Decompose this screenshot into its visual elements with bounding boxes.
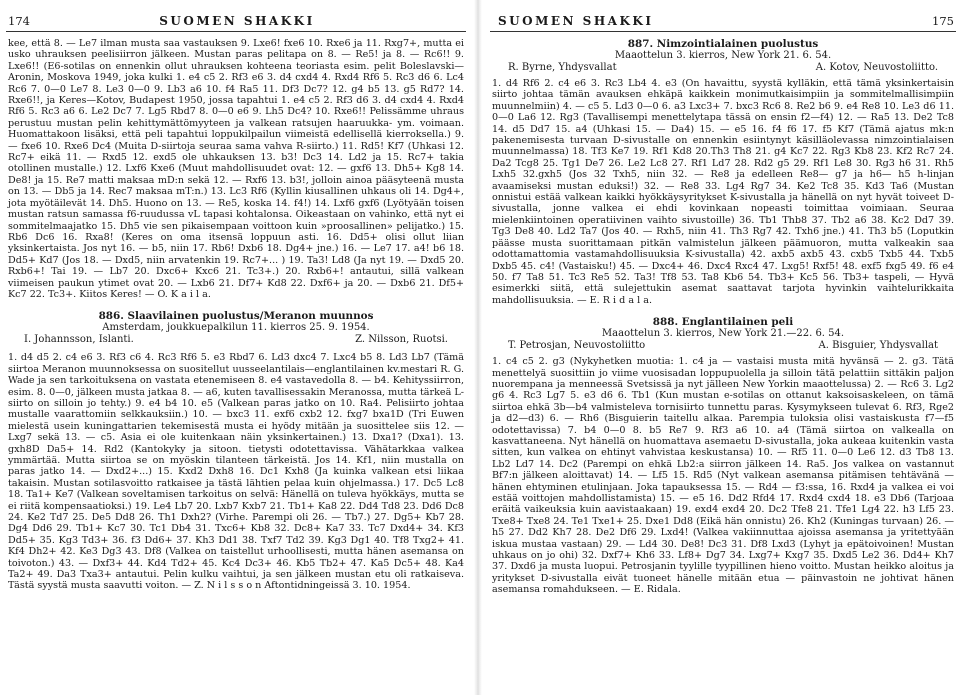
- right-running-head: [490, 14, 956, 32]
- game-888-text: 1. c4 c5 2. g3 (Nykyhetken muotia: 1. c4 ja — vastaisi musta mitä hyvänsä — 2. g3. Tätä menettelyä suosittiin jo viime vuosisadan loppupuolella ja silloin tätä pelattiin sittäkin paljon nuorempana ja menneessä Svetsissä ja nyt jälleen New Yorkin maaottelussa) 2. — Rc6 3. Lg2 g6 4. Rc3 Lg7 5. e3 d6 6. Tb1 (Kun mustan e-sotilas on ottanut kaksoisaskeleen, on tämä siirtoa ehkä 3b—b4 valmisteleva tornisiirto tunnettu paras. Kysymykseen tulevat 6. Rf3, Rge2 ja d2—d3) 6. — Rh6 (Bisguierin taitellu alkaa. Parempia tuloksia olisi vastaiskusta f7—f5 odotettavissa) 7. b4 0—0 8. b5 Re7 9. Rf3 a6 10. a4 (Tämä siirtoa on valkealla on kasvattaneena. Nyt hänellä on huomattava asemaetu D-sivustalla, joka aukeaa kuitenkin vasta sitten, kun valkea on ehtinyt vahvistaa keskustansa) 10. — Rf5 11. 0—0 Le6 12. d3 Tb8 13. Lb2 Ld7 14. Dc2 (Parempi on ehkä Lb2:a siirron jälkeen 14. Ra5. Jos valkea on vastannut Bf7:n jälkeen aloittavat) 14. — Lf5 15. Rd5 (Nyt valkean asemansa pitämisen tehtävänä — hänen ehtyminen etulinjaan. Joka tapauksessa 15. — Rd4 — f3:ssa, 16. Rxd4 ja valkea ei voi estää voittojen mahdollistamista) 15. — e5 16. Dd2 Rfd4 17. Rxd4 cxd4 18. e3 Db6 (Tarjoaa eräitä vaikeuksia kuin aavistaakaan) 19. exd4 exd4 20. Dc2 Tfe8 21. Tfe1 Lg4 22. h3 Lf5 23. Txe8+ Txe8 24. Te1 Txe1+ 25. Dxe1 Dd8 (Eikä hän onnistu) 26. Kh2 (Kuningas turvaan) 26. — h5 27. Dd2 Kh7 28. De2 Df6 29. Lxd4! (Valkea vakiinnuttaa ajoissa asemansa ja yritettyään iskua mustaa vastaan) 29. — Ld4 30. De8! Dc3 31. Df8 Lxd3 (Lyhyt ja epätoivoinen! Mustan uhkaus on jo ohi) 32. Dxf7+ Kh6 33. Lf8+ Dg7 34. Lxg7+ Kxg7 35. Dxd5 Le2 36. Dd4+ Kh7 37. Dxd6 ja musta luopui. Petrosjanin tyylille tyypillinen hieno voitto. Mustan heikko aloitus ja yritykset D-sivustalla eivät tuoneet hänelle mitään etua — päinvastoin ne johtivat hänen asemansa romahdukseen. — E. Ridala.: [492, 356, 954, 596]
- game-888-title: [490, 316, 956, 328]
- game-888-event: Maaottelun 3. kierros, New York 21.—22. 6. 54.: [601, 328, 845, 340]
- game-887-title: [490, 38, 956, 50]
- right-running-title: SUOMEN SHAKKI: [498, 14, 654, 28]
- game-886-text: 1. d4 d5 2. c4 e6 3. Rf3 c6 4. Rc3 Rf6 5. e3 Rbd7 6. Ld3 dxc4 7. Lxc4 b5 8. Ld3 Lb7 (Tämä siirtoa Meranon muunnoksessa on suositellut uusseelantilais—englantilainen kv.mestari R. G. Wade ja sen tarkoituksena on vastata etenemiseen 8. e4 vastavedolla 8. — b4. Kehityssiirron, esim. 8. 0—0, jälkeen musta jatkaa 8. — a6, kuten tavallisessakin Meranossa, mutta tärkeä L-siirto on silloin jo tehty.) 9. e4 b4 10. e5 (Valkean paras jatko on 10. Ra4. Pelisiirto johtaa mustalle vaarattomiin selkkauksiin.) 10. — bxc3 11. exf6 cxb2 12. fxg7 bxa1D (Tri Euwen mielestä usein kuningattarien tekemisestä musta ei hyödy mitään ja suosittelee siis 12. — Lxg7 sekä 13. — c5. Asia ei ole kuitenkaan näin yksinkertainen.) 13. Dxa1? (Dxa1). 13. gxh8D Da5+ 14. Rd2 (Kantokyky ja sitoon. tietysti odotettavissa. Vähätarkkaa valkea ymmärtää. Mutta siirtoa se on myöskin tilanteen tärkeistä. Jos 14. Kf1, niin mustalla on paras jatko 14. — Dxd2+...) 15. Kxd2 Dxh8 16. Dc1 Kxh8 (Ja kuinka valkean etsi liikaa takaisin. Mustan sotilasvoitto ratkaisee ja tästä lähtien pelaa kuin ohjelmassa.) 17. Dc5 Lc8 18. Ta1+ Ke7 (Valkean soveltamisen tarkoitus on selvä: Hänellä on tuleva hyökkäys, mutta se ei riitä kompensaatioksi.) 19. Le4 Lb7 20. Lxb7 Kxb7 21. Tb1+ Ka8 22. Dd4 Td8 23. Dd6 Dc8 24. Ke2 Td7 25. De5 Dd8 26. Th1 Dxh2? (Virhe. Parempi oli 26. — Tb7.) 27. Dg5+ Kb7 28. Dg4 Dd6 29. Tb1+ Kc7 30. Tc1 Db4 31. Txc6+ Kb8 32. Dc8+ Ka7 33. Tc7 Dxd4+ 34. Kf3 Dd5+ 35. Kg3 Td3+ 36. f3 Dd6+ 37. Kh3 Dd1 38. Txf7 Td2 39. Kg3 Dg1 40. Tf8 Txg2+ 41. Kf4 Dh2+ 42. Ke3 Dg3 43. Df8 (Valkea on taistellut urhoollisesti, mutta hänen asemansa on toivoton.) 43. — Dxf3+ 44. Kd4 Td2+ 45. Kc4 Dc3+ 46. Kb5 Tb2+ 47. Ka5 Dc5+ 48. Ka4 Ta2+ 49. Da3 Txa3+ antautui. Pelin kulku vaihtui, ja sen jälkeen mustan etu oli ratkaiseva. Tästä syystä musta saavutti voiton. — Z. N i l s s o n Aftontidningeissä 3. 10. 1954.: [8, 352, 464, 592]
- left-page: [0, 0, 470, 695]
- page-gutter: [474, 0, 482, 695]
- game-888-white-player: T. Petrosjan, Neuvostoliitto: [508, 340, 646, 352]
- game-888-black-player: A. Bisguier, Yhdysvallat: [818, 340, 938, 352]
- left-intro-text: kee, että 8. — Le7 ilman musta saa vastauksen 9. Lxe6! fxe6 10. Rxe6 ja 11. Rxg7+, mutta ei usko uhrauksen peelisiirron jälkeen. Mustan paras pelitapa on 8. — Re5! ja 8. — Rc6!! 9. Lxe6!! (E6-sotilas on ennenkin ollut uhrauksen kohteena teoriasta esim. pelit Boleslavski—Aronin, Moskova 1949, joka kulki 1. e4 c5 2. Rf3 e6 3. d4 cxd4 4. Rxd4 Rf6 5. Rc3 d6 6. Lc4 Rc6 7. 0—0 Le7 8. Le3 0—0 9. Lb3 a6 10. f4 Ra5 11. Df3 Dc7? 12. g4 b5 13. g5 Rd7? 14. Rxe6!!, ja Keres—Kotov, Budapest 1950, jossa tapahtui 1. e4 c5 2. Rf3 d6 3. d4 cxd4 4. Rxd4 Rf6 5. Rc3 a6 6. Le2 Dc7 7. Lg5 Rbd7 8. 0—0 e6 9. Lh5 Dc4? 10. Rxe6!! Pelissämme uhraus perustuu mustan pelin kehittymättömyyteen ja valkean ratsujen haaruukka- ym. voimaan. Huomattakoon lisäksi, että peli tapahtui loppukilpailun viimeistä edellisellä kierroksella.) 9. — fxe6 10. Rxe6 Dc4 (Muita D-siirtoja seuraa sama vahva R-siirto.) 11. Rd5! Kf7 (Uhkasi 12. Rc7+ eikä 11. — Rxd5 12. exd5 ole uhkauksen 13. b3! Dc3 14. Ld2 ja 15. Rc7+ takia otollinen mustalle.) 12. Lxf6 Kxe6 (Muut mahdollisuudet ovat: 12. — gxf6 13. Dh5+ Kg8 14. De8! ja 15. Re7 matti maksaa mD:n sekä 12. — Rxf6 13. b3!, jolloin ainoa pääsyteenä musta on 13. — Db5 ja 14. Rec7 maksaa mT:n.) 13. Lc3 Rf6 (Kyllin kiusallinen uhkaus oli 14. Dg4+, jota myötäilevät 14. Dh5. Huono on 13. — Re5, koska 14. f4!) 14. Lxf6 gxf6 (Lyötyään toisen mustan ratsun samassa f6-ruudussa vL tapasi kohtalonsa. Oikeastaan on vahinko, että nyt ei sommitelmaajatko 15. Dh5 vie sen pikaisempaan voittoon kuin »proosallinen» pelijatko.) 15. Rb6 Dc6 16. Rxa8! (Keres on oma itsensä loppuun asti. 16. Dd5+ olisi ollut liian yksinkertaista. Jos nyt 16. — b5, niin 17. Rb6! Dxb6 18. Dg4+ jne.) 16. — Le7 17. a4! b6 18. Dd5+ Kd7 (Jos 18. — Dxd5, niin arvatenkin 19. Rc7+... ) 19. Ta3! Ld8 (Ja nyt 19. — Dxd5 20. Rxb6+! Tai 19. — Lb7 20. Dxc6+ Kxc6 21. Tc3+.) 20. Rxb6+! antautui, sillä valkean viimeisen paukun ytimet ovat 20. — Lxb6 21. Df7+ Kd8 22. Dxf6+ ja 20. — Dxb6 21. Df5+ Kc7 22. Tc3+. Kiitos Keres! — O. K a i l a.: [8, 38, 464, 300]
- game-887-text: 1. d4 Rf6 2. c4 e6 3. Rc3 Lb4 4. e3 (On havaittu, syystä kylläkin, että tämä yksinkertaisin siirto johtaa tämän avauksen ehkäpä kaikkein monimutkaisimpiin ja sommitelmallisimpiin muunnelmiin) 4. — c5 5. Ld3 0—0 6. a3 Lxc3+ 7. bxc3 Rc6 8. Re2 b6 9. e4 Re8 10. Le3 d6 11. 0—0 La6 12. Rg3 (Tavallisempi menettelytapa tässä on ensin f2—f4) 12. — Ra5 13. De2 Tc8 14. d5 Dd7 15. a4 (Uhkasi 15. — Da4) 15. — e5 16. f4 f6 17. f5 Kf7 (Tämä ajatus mk:n pakenemisesta turvaan D-sivustalle on ennenkin esiintynyt käsilläolevassa nimzointialaisen muunnelmassa) 18. Tf3 Ke7 19. Rf1 Kd8 20.Th3 Th8 21. g4 Kc7 22. Rg3 Kb8 23. Kf2 Rc7 24. Da2 Tcg8 25. Tg1 De7 26. Le2 Lc8 27. Rf1 Ld7 28. Rd2 g5 29. Rf1 Le8 30. Rg3 h6 31. Rh5 Lxh5 32.gxh5 (Jos 32 Txh5, niin 32. — Re8 ja edelleen Re8— g7 ja h6— h5 h-linjan avaamiseksi mustan eduksi!) 32. — Re8 33. Lg4 Rg7 34. Ke2 Tc8 35. Kd3 Ta6 (Mustan onnistui estää valkean kaikki hyökkäysyritykset K-sivustalla ja hänellä on nyt hyvät toiveet D-sivustalla, jonne valkea ei ehdi kovinkaan nopeasti toimittaa voimiaan. Seuraa mielenkiintoinen operatiivinen vaihto sivustoille) 36. Tb1 Thb8 37. Tb2 a6 38. Kc2 Dd7 39. Tg3 De8 40. Ld2 Ta7 (Jos 40. — Rxh5, niin 41. Th3 Rg7 42. Txh6 jne.) 41. Th3 b5 (Loputkin päässe musta suorittamaan pitkän valmistelun jälkeen päämuoron, mutta valkeakin saa odottamattomia vastamahdollisuuksia K-sivustalla) 42. axb5 axb5 43. cxb5 Txb5 44. Txb5 Dxb5 45. c4! (Vastaisku!) 45. — Dxc4+ 46. Dxc4 Rxc4 47. Lxg5! Rxf5! 48. exf5 fxg5 49. f6 e4 50. f7 Ta8 51. Tc3 Re5 52. Ta3! Tf8 53. Ta8 Kb6 54. Tb3+ Kc5 56. Tb3+ taspeli, — Hyvä esimerkki siitä, että sulejettukin asemat saattavat tarjota hyvinkin vaihtelurikkaita mahdollisuuksia. — E. R i d a l a.: [492, 78, 954, 306]
- game-888-number: 888.: [652, 316, 679, 329]
- left-page-number: 174: [8, 14, 30, 28]
- game-887-header: [490, 38, 956, 74]
- game-886-title: [6, 310, 466, 322]
- game-887-number: 887.: [627, 38, 654, 50]
- game-888-opening: Englantilainen peli: [681, 316, 794, 329]
- game-888-header: [490, 316, 956, 352]
- right-page: [486, 0, 960, 695]
- game-887-players: [490, 62, 956, 74]
- game-887-event: Maaottelun 3. kierros, New York 21. 6. 54.: [614, 50, 832, 61]
- game-886-black-player: Z. Nilsson, Ruotsi.: [355, 334, 448, 346]
- game-886-event: Amsterdam, joukkuepalkilun 11. kierros 25. 9. 1954.: [102, 322, 370, 334]
- game-887-black-player: A. Kotov, Neuvostoliitto.: [815, 62, 938, 73]
- game-886-number: 886.: [98, 310, 124, 323]
- game-886-header: [6, 310, 466, 346]
- game-886-players: [6, 334, 466, 346]
- game-887-white-player: R. Byrne, Yhdysvallat: [508, 62, 617, 73]
- left-running-head: [6, 14, 466, 32]
- game-887-opening: Nimzointialainen puolustus: [656, 38, 819, 50]
- game-886-opening: Slaavilainen puolustus/Meranon muunnos: [127, 310, 374, 323]
- left-running-title: SUOMEN SHAKKI: [159, 14, 315, 28]
- game-886-white-player: I. Johannsson, Islanti.: [24, 334, 134, 346]
- right-page-number: 175: [932, 14, 954, 28]
- game-888-players: [490, 340, 956, 352]
